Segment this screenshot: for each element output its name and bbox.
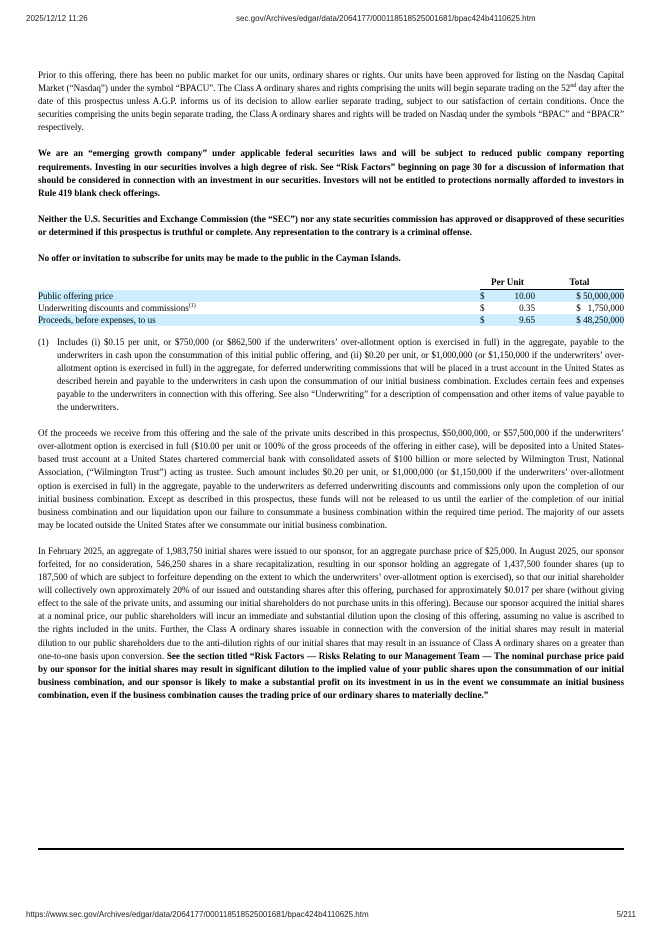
print-footer — [26, 910, 636, 919]
footnote-ref: (1) — [188, 303, 196, 310]
prospectus-page — [38, 69, 624, 702]
row-label: Underwriting discounts and commissions$^{(1)}$ — [38, 303, 196, 314]
sponsor-shares-text: In February 2025, an aggregate of 1,983,750 initial shares were issued to our sponsor, for an aggregate purchase price of $25,000. In August 2025, our sponsor forfeited, for no consideration, 546,250 shares in a share recapitalization, resulting in our sponsor holding an aggregate of 1,437,500 founder shares (up to 187,500 of which are subject to forfeiture depending on the extent to which the underwriters’ over-allotment option is exercised), so that our initial shareholder will collectively own approximately 20% of our issued and outstanding shares after this offering, purchased for approximately $0.017 per share (without giving effect to the sale of the private units, and assuming our initial shareholders do not purchase units in this offering). Because our sponsor acquired the initial shares at a nominal price, our public shareholders will incur an immediate and substantial dilution upon the closing of this offering, assuming no value is ascribed to the rights included in the units. Further, the Class A ordinary shares issuable in connection with the conversion of the initial shares may result in material dilution to our public shareholders due to the anti-dilution rights of our initial shares that may result in an issuance of Class A ordinary shares on a greater than one-to-one basis upon conversion. — [38, 545, 624, 661]
cayman-notice-paragraph: No offer or invitation to subscribe for units may be made to the public in the Cayman Islands. — [38, 253, 401, 264]
print-footer-url: https://www.sec.gov/Archives/edgar/data/2064177/000118518525001681/bpac424b4110625.htm — [26, 910, 369, 919]
market-paragraph — [38, 69, 624, 134]
row-label: Public offering price — [38, 290, 480, 303]
per-unit-currency: $ — [480, 314, 498, 326]
row-label: Proceeds, before expenses, to us — [38, 314, 480, 326]
per-unit-value: 9.65 — [498, 314, 535, 326]
sponsor-shares-paragraph — [38, 545, 624, 702]
market-text-a: Prior to this offering, there has been no public market for our units, ordinary shares or rights. Our units have been approved for listing on the Nasdaq Capital Market (“Nasdaq”) under the symbol “BPACU”. The Class A ordinary shares and rights comprising the units will begin separate trading on the 52 — [38, 70, 624, 94]
per-unit-header: Per Unit — [480, 275, 535, 290]
per-unit-value: 0.35 — [519, 303, 535, 314]
per-unit-value: 10.00 — [498, 290, 535, 303]
sec-disclaimer-paragraph: Neither the U.S. Securities and Exchange Commission (the “SEC”) nor any state securities commission has approved or disapproved of these securities or determined if this prospectus is truthful or complete. Any representation to the contrary is a criminal offense. — [38, 213, 624, 237]
ordinal-suffix: nd — [570, 83, 577, 90]
total-value: $ 1,750,000 — [576, 303, 624, 314]
footnote-mark: (1) — [38, 337, 49, 348]
emerging-growth-paragraph: We are an “emerging growth company” under applicable federal securities laws and will be subject to reduced public company reporting requirements. Investing in our securities involves a high degree of risk. See “Risk Factors” beginning on page 30 for a discussion of information that should be considered in connection with an investment in our securities. Investors will not be entitled to protections normally afforded to investors in Rule 419 blank check offerings. — [38, 148, 624, 198]
print-header — [26, 14, 636, 23]
page-number: 5/211 — [616, 910, 636, 919]
total-header: Total — [535, 275, 624, 290]
print-datetime: 2025/12/12 11:26 — [26, 14, 88, 23]
offering-table — [38, 275, 624, 326]
page-end-rule — [38, 848, 624, 850]
total-value: $ 48,250,000 — [535, 314, 624, 326]
per-unit-currency: $ — [480, 290, 498, 303]
per-unit-currency: $ — [480, 303, 485, 314]
risk-factors-reference: See the section titled “Risk Factors — Risks Relating to our Management Team — The nominal purchase price paid by our sponsor for the initial shares may result in significant dilution to the implied value of your public shares upon the consummation of our initial business combination, and our sponsor is likely to make a substantial profit on its investment in us in the event we consummate an initial business combination, even if the business combination causes the trading price of our ordinary shares to materially decline.” — [38, 650, 624, 700]
print-header-url: sec.gov/Archives/edgar/data/2064177/000118518525001681/bpac424b4110625.htm — [236, 14, 536, 23]
market-text-b: day after the date of this prospectus unless A.G.P. informs us of its decision to allow earlier separate trading, subject to our satisfaction of certain conditions. Once the securities comprising the units begin separate trading, the Class A ordinary shares and rights will be traded on Nasdaq under the symbols “BPAC” and “BPACR” respectively. — [38, 83, 624, 133]
footnote-text: Includes (i) $0.15 per unit, or $750,000 (or $862,500 if the underwriters’ over-allotment option is exercised in full) in the aggregate, payable to the underwriters in cash upon the consummation of this initial public offering, and (ii) $0.20 per unit, or $1,000,000 (or $1,150,000 if the underwriters’ over-allotment option is exercised in full) in the aggregate, for deferred underwriting commissions that will be placed in a trust account in the United States as described herein and payable to the underwriters in cash upon the consummation of our initial business combination. Excludes certain fees and expenses payable to the underwriters in connection with this offering. See also “Underwriting” for a description of compensation and other items of value payable to the underwriters. — [57, 337, 624, 413]
table-row — [38, 314, 624, 326]
table-row — [38, 302, 624, 314]
offering-table-header — [38, 275, 624, 290]
total-value: $ 50,000,000 — [535, 290, 624, 303]
trust-proceeds-paragraph: Of the proceeds we receive from this offering and the sale of the private units described in this prospectus, $50,000,000, or $57,500,000 if the underwriters’ over-allotment option is exercised in full ($10.00 per unit or 100% of the gross proceeds of the offering in either case), will be deposited into a United States-based trust account at a United States chartered commercial bank with consolidated assets of $100 billion or more selected by Wilmington Trust, National Association, (“Wilmington Trust”) acting as trustee. Such amount includes $0.20 per unit, or $1,000,000 (or $1,150,000 if the underwriters’ over-allotment option is exercised in full) in the aggregate, payable to the underwriters as deferred underwriting discounts and commissions only upon the completion of our initial business combination. Except as described in this prospectus, these funds will not be released to us until the earlier of the completion of our initial business combination and our liquidation upon our failure to consummate a business combination within the required time period. The majority of our assets may be located outside the United States after we consummate our initial business combination. — [38, 428, 624, 530]
table-row — [38, 290, 624, 303]
footnote — [38, 336, 624, 414]
